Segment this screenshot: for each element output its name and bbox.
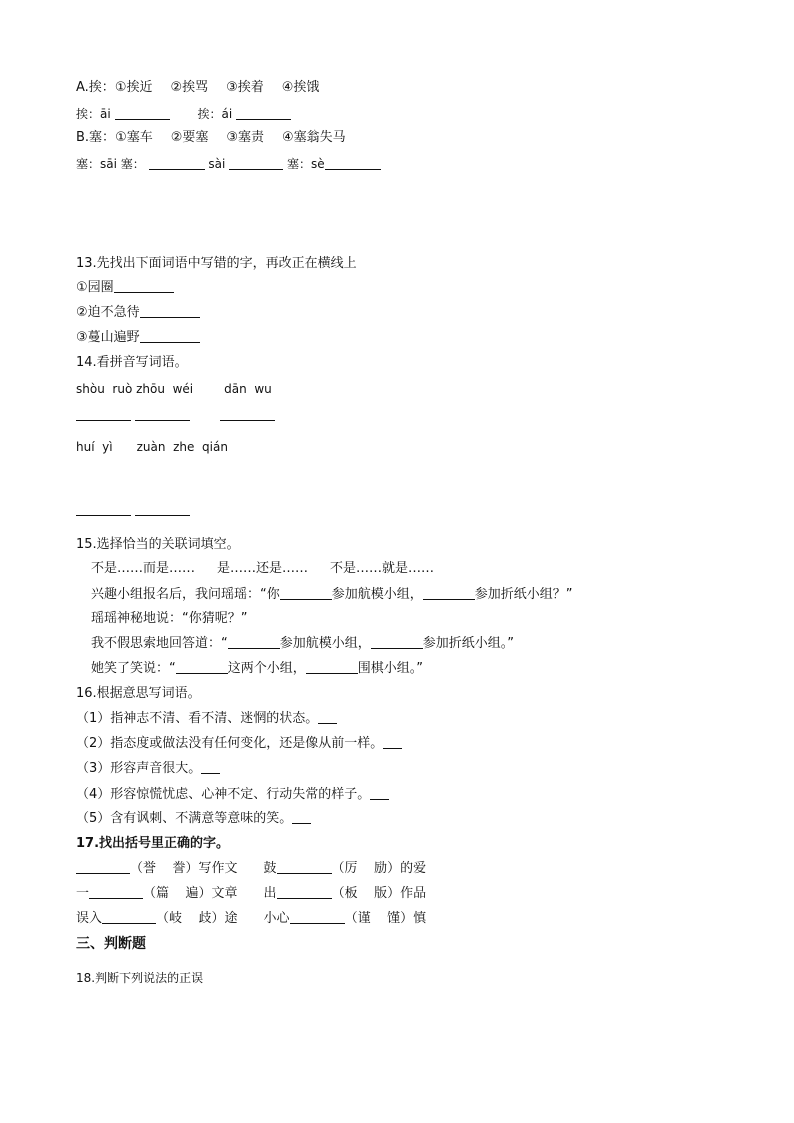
- q14-pinyin-row: [76, 438, 228, 456]
- answer-blank[interactable]: [140, 329, 200, 343]
- answer-blank[interactable]: [280, 586, 332, 600]
- b-pinyin-sai1: 塞：sāi 塞：: [76, 157, 145, 171]
- q17-row: （誉 誊）写作文 鼓 （厉 励）的爱: [76, 860, 426, 878]
- b-option: ②要塞: [170, 130, 209, 145]
- b-pinyin-se: 塞：sè: [287, 157, 325, 171]
- a-option: ④挨饿: [281, 80, 320, 95]
- q13-item: ②迫不急待: [76, 304, 200, 322]
- a-title: A.挨：: [76, 80, 115, 95]
- answer-blank[interactable]: [135, 502, 190, 516]
- answer-blank[interactable]: [371, 635, 423, 649]
- b-option: ④塞翁失马: [282, 130, 346, 145]
- answer-blank[interactable]: [220, 407, 275, 421]
- b-pinyin-line: [76, 155, 381, 173]
- b-title: B.塞：: [76, 130, 116, 145]
- answer-blank[interactable]: [176, 660, 228, 674]
- answer-blank[interactable]: [370, 786, 389, 800]
- answer-blank[interactable]: [115, 106, 170, 120]
- q16-title: 16.根据意思写词语。: [76, 686, 201, 701]
- section-title: 三、判断题: [76, 936, 146, 952]
- a-pinyin-ai2: 挨：ái: [197, 107, 233, 121]
- answer-blank[interactable]: [290, 910, 345, 924]
- answer-blank[interactable]: [277, 860, 332, 874]
- answer-blank[interactable]: [325, 156, 381, 170]
- answer-blank[interactable]: [135, 407, 190, 421]
- q14-pinyin-row: [76, 380, 272, 398]
- answer-blank[interactable]: [140, 304, 200, 318]
- q14-blank-row: [76, 502, 190, 520]
- b-pinyin-sai2: sài: [208, 157, 226, 171]
- pinyin: shòu ruò zhōu wéi: [76, 382, 194, 396]
- pinyin: dān wu: [224, 382, 272, 396]
- answer-blank[interactable]: [306, 660, 358, 674]
- q15-line: 我不假思索地回答道：“ 参加航模小组， 参加折纸小组。”: [91, 636, 515, 651]
- answer-blank[interactable]: [292, 810, 311, 824]
- q15-line: 她笑了笑说：“ 这两个小组， 围棋小组。”: [91, 661, 424, 676]
- a-option: ②挨骂: [170, 80, 209, 95]
- q15-title: 15.选择恰当的关联词填空。: [76, 537, 240, 552]
- answer-blank[interactable]: [114, 279, 174, 293]
- q15-options: 不是……而是…… 是……还是…… 不是……就是……: [91, 561, 435, 576]
- b-option: ①塞车: [115, 130, 153, 145]
- q16-item: （4）形容惊慌忧虑、心神不定、行动失常的样子。: [76, 786, 389, 804]
- q13-item: ③蔓山遍野: [76, 329, 200, 347]
- a-pinyin-ai1: 挨：āi: [76, 107, 111, 121]
- answer-blank[interactable]: [89, 885, 143, 899]
- q17-title: 17.找出括号里正确的字。: [76, 836, 230, 851]
- q13-item: ①园圈: [76, 279, 174, 297]
- a-options-line: [76, 79, 319, 97]
- answer-blank[interactable]: [236, 106, 291, 120]
- answer-blank[interactable]: [277, 885, 332, 899]
- q13-title: 13.先找出下面词语中写错的字，再改正在横线上: [76, 256, 357, 271]
- q14-title: 14.看拼音写词语。: [76, 355, 188, 370]
- answer-blank[interactable]: [76, 407, 131, 421]
- answer-blank[interactable]: [201, 760, 220, 774]
- q16-item: （2）指态度或做法没有任何变化，还是像从前一样。: [76, 735, 402, 753]
- answer-blank[interactable]: [229, 156, 283, 170]
- pinyin: zuàn zhe qián: [136, 440, 228, 454]
- a-option: ①挨近: [114, 80, 153, 95]
- b-option: ③塞责: [226, 130, 265, 145]
- a-pinyin-line: [76, 105, 291, 123]
- answer-blank[interactable]: [228, 635, 280, 649]
- pinyin: huí yì: [76, 440, 113, 454]
- a-option: ③挨着: [226, 80, 264, 95]
- answer-blank[interactable]: [318, 710, 337, 724]
- q17-row: 误入 （岐 歧）途 小心 （谨 馑）慎: [76, 911, 427, 926]
- q17-row: 一 （篇 遍）文章 出 （板 版）作品: [76, 886, 427, 901]
- q16-item: （3）形容声音很大。: [76, 760, 220, 778]
- q14-blank-row: [76, 407, 275, 425]
- answer-blank[interactable]: [423, 586, 475, 600]
- q16-item: （1）指神志不清、看不清、迷惘的状态。: [76, 710, 337, 728]
- q15-line: 兴趣小组报名后，我问瑶瑶：“你 参加航模小组， 参加折纸小组？”: [91, 587, 573, 602]
- q15-line: 瑶瑶神秘地说：“你猜呢？”: [91, 611, 248, 626]
- answer-blank[interactable]: [149, 156, 205, 170]
- answer-blank[interactable]: [383, 735, 402, 749]
- answer-blank[interactable]: [102, 910, 156, 924]
- q16-item: （5）含有讽刺、不满意等意味的笑。: [76, 810, 311, 828]
- answer-blank[interactable]: [76, 502, 131, 516]
- q18-title: 18.判断下列说法的正误: [76, 971, 204, 985]
- b-options-line: [76, 129, 346, 147]
- answer-blank[interactable]: [76, 860, 130, 874]
